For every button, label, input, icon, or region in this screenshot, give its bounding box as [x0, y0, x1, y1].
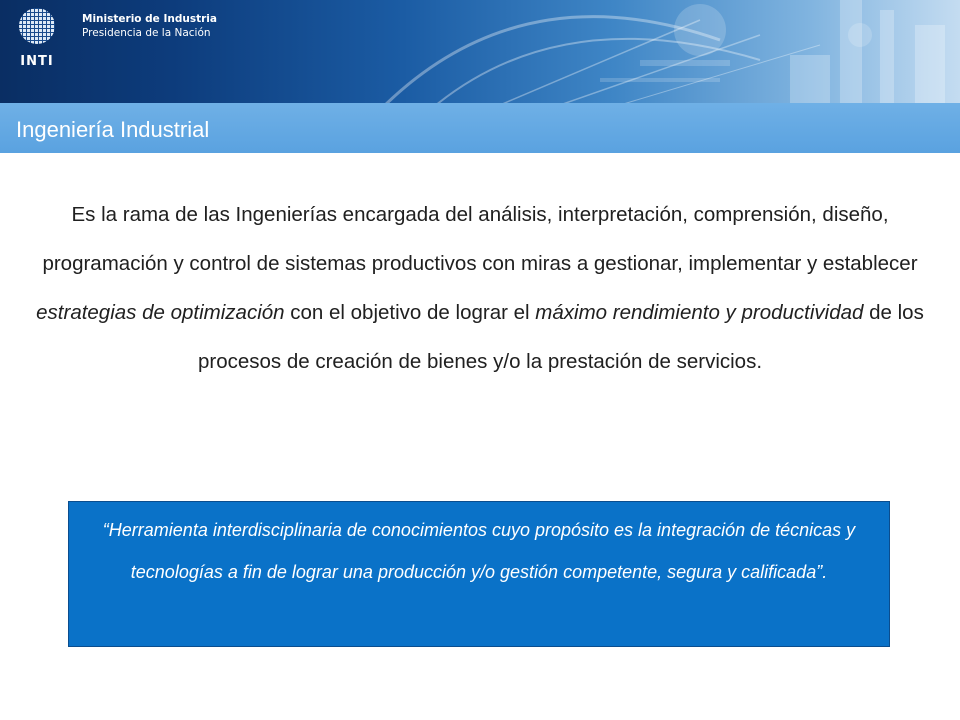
- paragraph-italic-2: máximo rendimiento y productividad: [535, 301, 864, 324]
- ministry-line1: Ministerio de Industria: [82, 13, 217, 25]
- ministry-label: [82, 12, 217, 40]
- paragraph-text-1: Es la rama de las Ingenierías encargada del análisis, interpretación, comprensión, diseño, programación y control de sistemas productivos con miras a gestionar, implementar y establecer: [42, 203, 918, 275]
- inti-logo-icon: [19, 8, 55, 44]
- paragraph-italic-1: estrategias de optimización: [36, 301, 285, 324]
- paragraph-text-3: de los procesos de creación de bienes y/o la prestación de servicios.: [197, 301, 924, 373]
- inti-logo-text: INTI: [20, 54, 54, 69]
- paragraph-text-2: con el objetivo de lograr el: [284, 301, 536, 324]
- header-banner: [0, 0, 960, 103]
- title-bar: [0, 103, 960, 153]
- ministry-line2: Presidencia de la Nación: [82, 27, 211, 39]
- inti-logo: [16, 8, 58, 69]
- definition-paragraph: [22, 190, 938, 386]
- quote-text: “Herramienta interdisciplinaria de conocimientos cuyo propósito es la integración de técnicas y tecnologías a fin de lograr una producción y/o gestión competente, segura y calificada”.: [102, 520, 856, 582]
- slide-title: Ingeniería Industrial: [16, 117, 210, 142]
- quote-box: [68, 501, 890, 647]
